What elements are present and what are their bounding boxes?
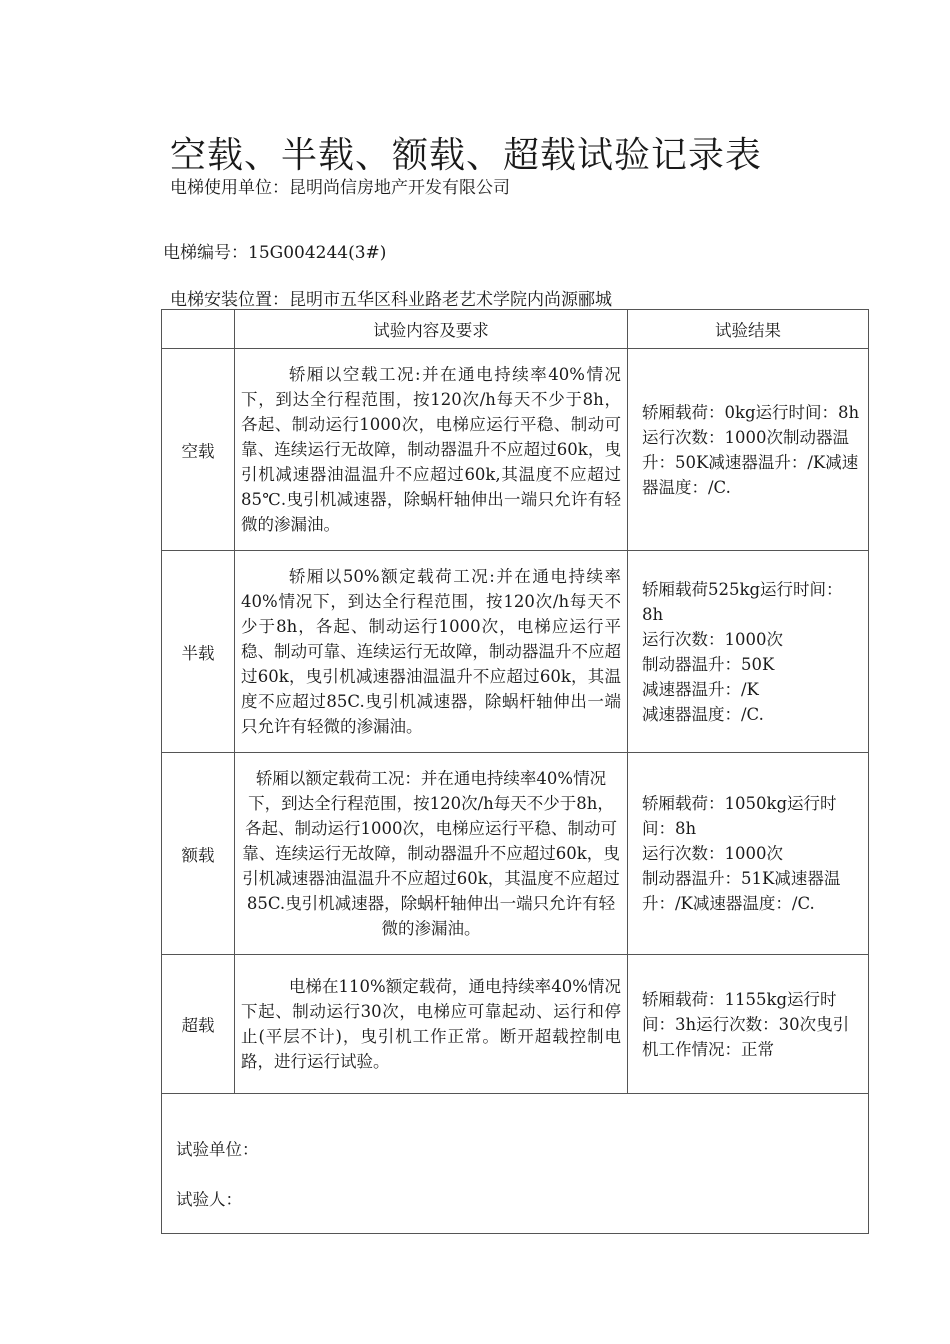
signature-row [162,1094,869,1234]
tester-label: 试验人： [176,1189,242,1209]
result-line: 轿厢载荷525kg运行时间：8h [642,579,843,624]
result-overload: 轿厢载荷：1155kg运行时间：3h运行次数：30次曳引机工作情况：正常 [628,955,869,1094]
requirement-no-load: 轿厢以空载工况:并在通电持续率40%情况下，到达全行程范围，按120次/h每天不少于8h，各起、制动运行1000次，电梯应运行平稳、制动可靠、连续运行无故障，制动器温升不应超过60k，曳引机减速器油温温升不应超过60k,其温度不应超过85℃.曳引机减速器，除蜗杆轴伸出一端只允许有轻微的渗漏油。 [235,349,628,551]
document-title: 空载、半载、额载、超载试验记录表 [170,135,763,176]
result-no-load: 轿厢载荷：0kg运行时间：8h运行次数：1000次制动器温升：50K减速器温升：/K减速器温度：/C. [628,349,869,551]
result-line: 制动器温升：51K减速器温升：/K减速器温度：/C. [642,869,841,913]
table-header-row [162,310,869,349]
row-label-half-load: 半载 [162,551,235,753]
row-label-overload: 超载 [162,955,235,1094]
elevator-location: 电梯安装位置：昆明市五华区科业路老艺术学院内尚源郦城 [170,290,612,310]
table-row-rated-load [162,753,869,955]
requirement-half-load: 轿厢以50%额定载荷工况:并在通电持续率40%情况下，到达全行程范围，按120次/h每天不少于8h，各起、制动运行1000次，电梯应运行平稳、制动可靠、连续运行无故障，制动器温升不应超过60k，曳引机减速器油温温升不应超过60k，其温度不应超过85C.曳引机减速器，除蜗杆轴伸出一端只允许有轻微的渗漏油。 [235,551,628,753]
requirement-overload: 电梯在110%额定载荷，通电持续率40%情况下起、制动运行30次，电梯应可靠起动、运行和停止(平层不计)，曳引机工作正常。断开超载控制电路，进行运行试验。 [235,955,628,1094]
requirement-rated-load: 轿厢以额定载荷工况：并在通电持续率40%情况下，到达全行程范围，按120次/h每天不少于8h，各起、制动运行1000次，电梯应运行平稳、制动可靠、连续运行无故障，制动器温升不应超过60k，曳引机减速器油温温升不应超过60k，其温度不应超过85C.曳引机减速器，除蜗杆轴伸出一端只允许有轻微的渗漏油。 [235,753,628,955]
header-requirement: 试验内容及要求 [235,310,628,349]
header-empty-cell [162,310,235,349]
test-record-table [161,309,869,1234]
signature-cell [162,1094,869,1234]
test-unit-label: 试验单位： [176,1139,259,1159]
row-label-no-load: 空载 [162,349,235,551]
row-label-rated-load: 额载 [162,753,235,955]
result-line: 轿厢载荷：1050kg运行时间：8h [642,794,837,838]
elevator-user-unit: 电梯使用单位：昆明尚信房地产开发有限公司 [170,178,510,198]
result-rated-load [628,753,869,955]
result-line: 减速器温度：/C. [642,704,764,724]
result-half-load [628,551,869,753]
result-line: 运行次数：1000次 [642,629,783,649]
result-line: 制动器温升：50K [642,654,775,674]
table-row-overload [162,955,869,1094]
table-row-no-load [162,349,869,551]
result-line: 减速器温升：/K [642,679,759,699]
table-row-half-load [162,551,869,753]
result-line: 运行次数：1000次 [642,844,783,863]
elevator-number: 电梯编号：15G004244(3#) [163,243,387,263]
header-result: 试验结果 [628,310,869,349]
